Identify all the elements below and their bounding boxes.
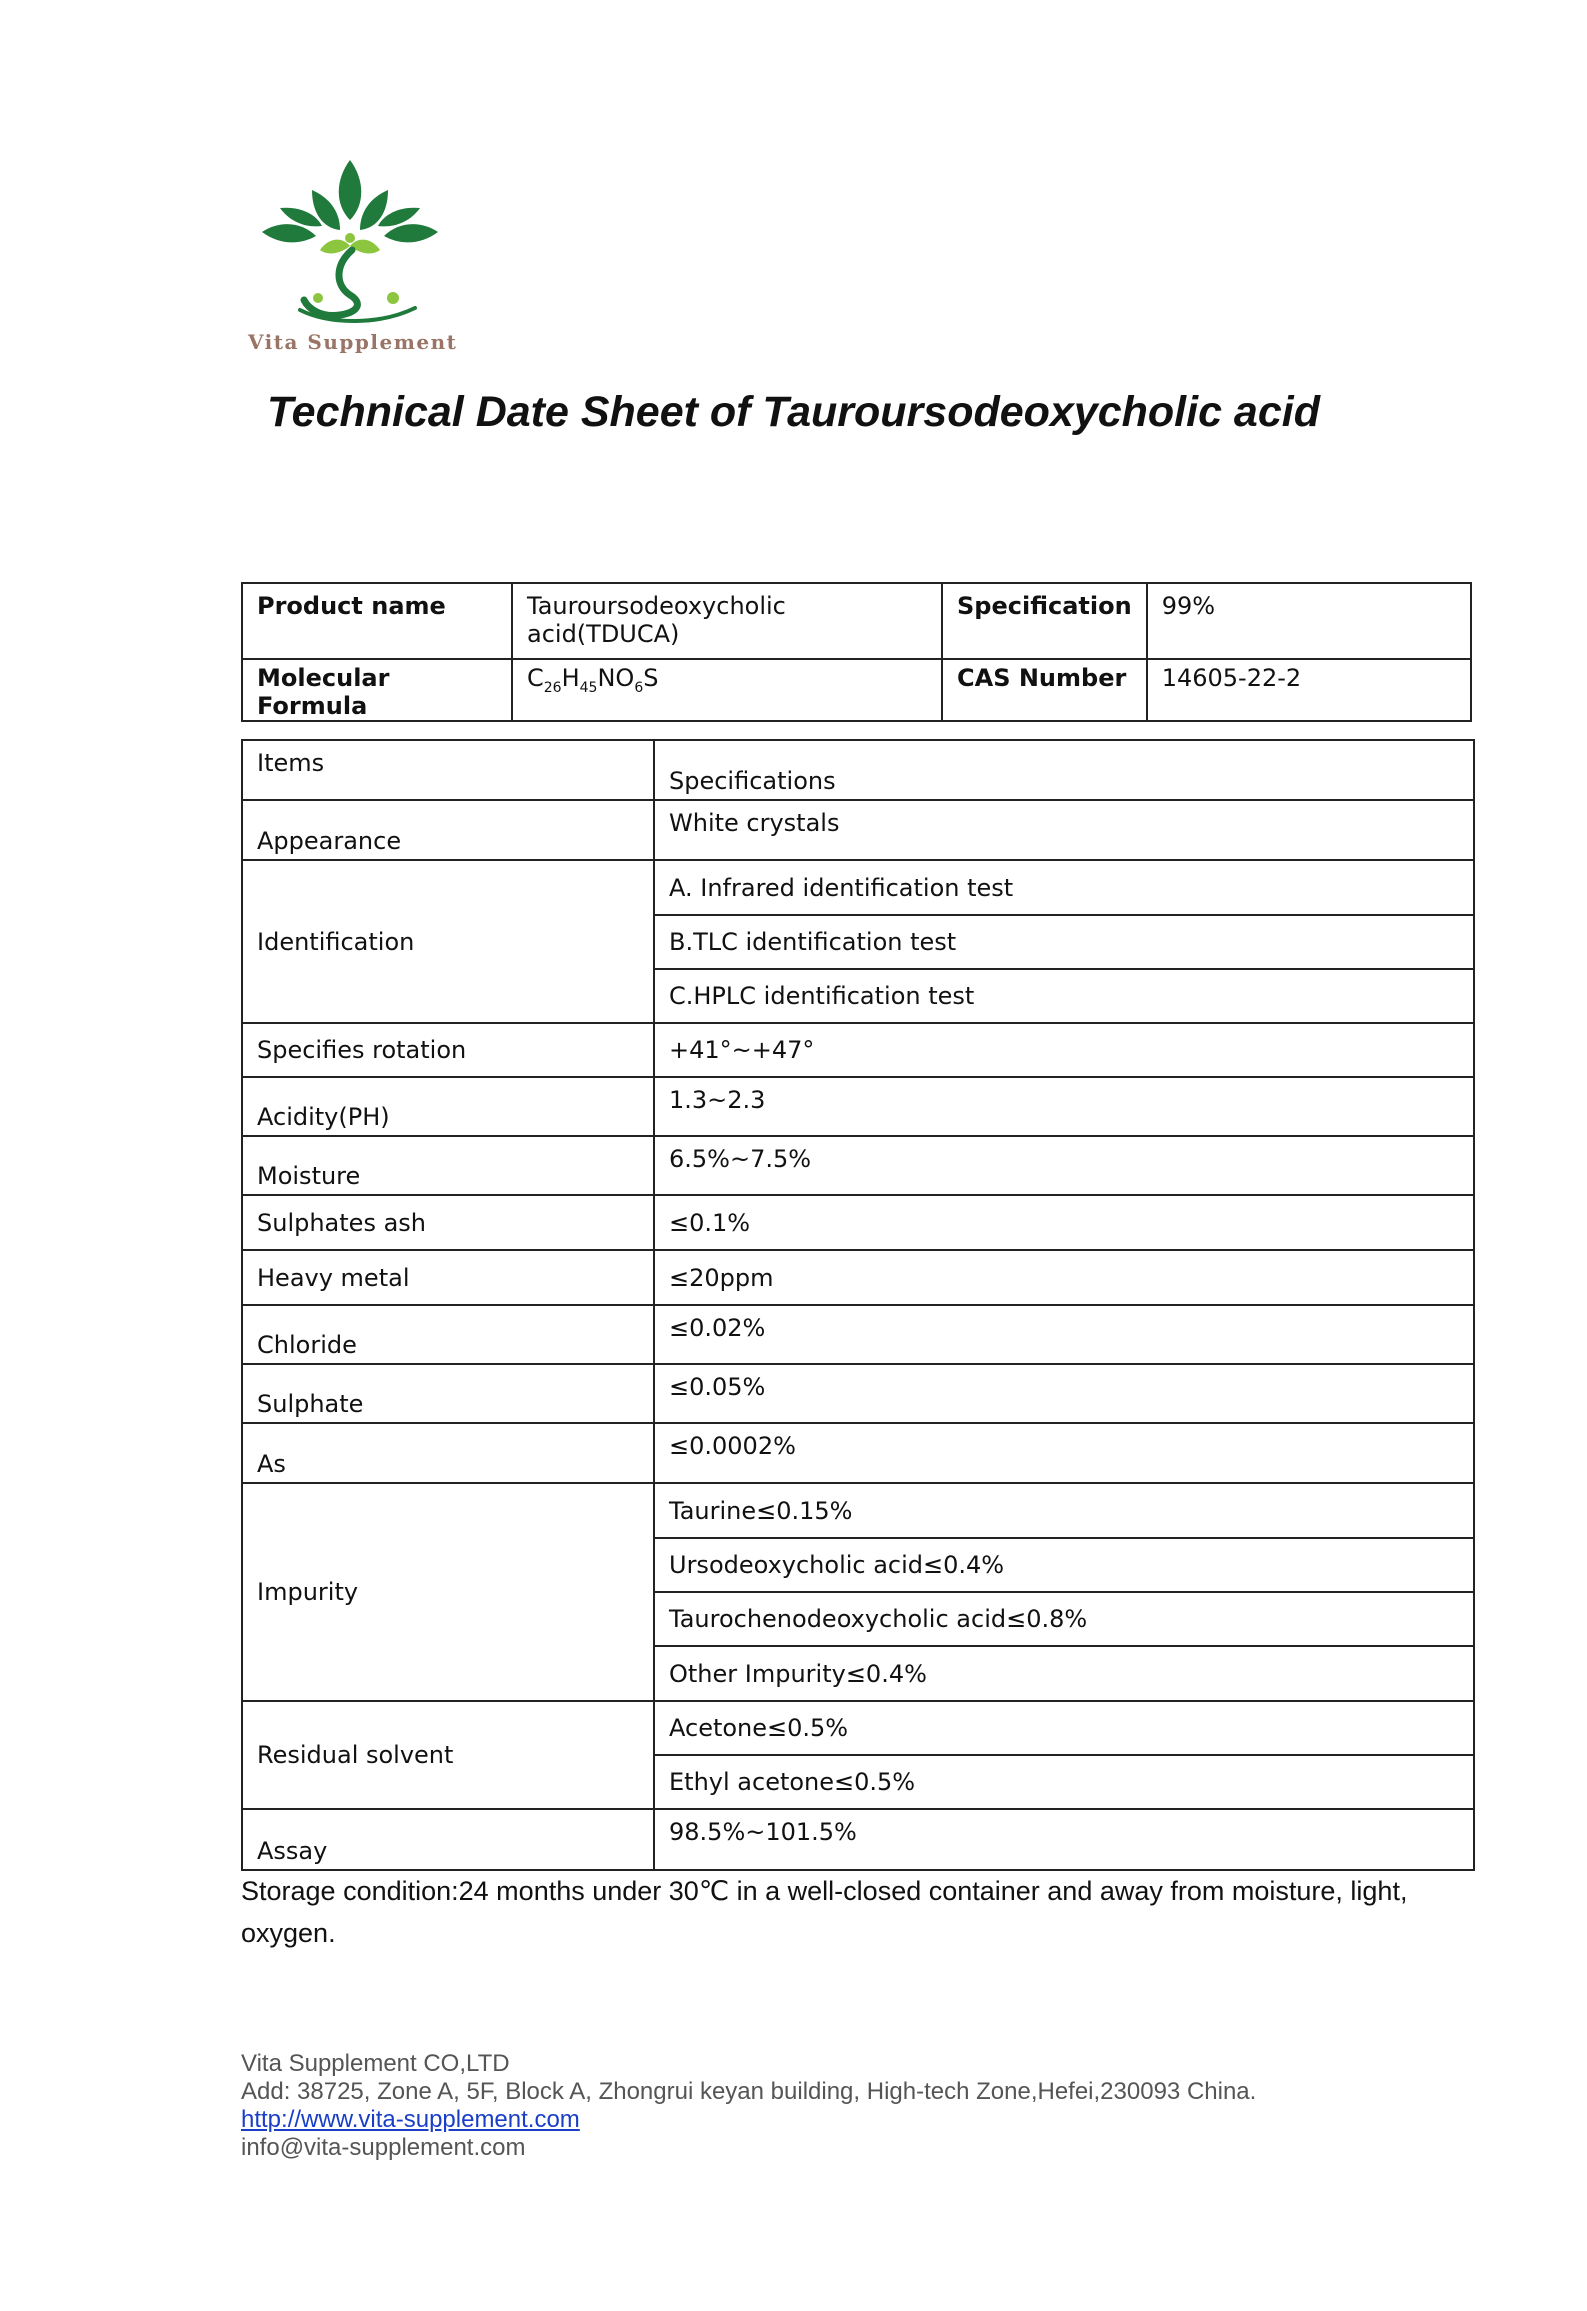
identification-label: Identification [242, 860, 654, 1023]
as-value: ≤0.0002% [654, 1423, 1474, 1483]
residual-solvent-value: Ethyl acetone≤0.5% [654, 1755, 1474, 1809]
identification-value: A. Infrared identification test [654, 860, 1474, 915]
impurity-value: Taurochenodeoxycholic acid≤0.8% [654, 1592, 1474, 1646]
moisture-label: Moisture [242, 1136, 654, 1195]
table-row [242, 1195, 1474, 1250]
company-address: Add: 38725, Zone A, 5F, Block A, Zhongrui keyan building, High-tech Zone,Hefei,230093 China. [241, 2078, 1257, 2105]
table-row [242, 1077, 1474, 1136]
logo-text: Vita Supplement [248, 330, 458, 354]
footer [241, 2050, 1256, 2162]
cas-label: CAS Number [942, 659, 1147, 721]
identification-value: B.TLC identification test [654, 915, 1474, 969]
appearance-value: White crystals [654, 800, 1474, 860]
impurity-value: Other Impurity≤0.4% [654, 1646, 1474, 1701]
product-info-table [241, 582, 1472, 722]
table-row [242, 800, 1474, 860]
heavy-metal-value: ≤20ppm [654, 1250, 1474, 1305]
acidity-label: Acidity(PH) [242, 1077, 654, 1136]
chloride-value: ≤0.02% [654, 1305, 1474, 1364]
as-label: As [242, 1423, 654, 1483]
items-header: Items [242, 740, 654, 800]
specification-label: Specification [942, 583, 1147, 659]
product-name-value: Tauroursodeoxycholic acid(TDUCA) [512, 583, 942, 659]
table-row [242, 1701, 1474, 1755]
vita-supplement-logo [240, 150, 460, 360]
table-row [242, 1305, 1474, 1364]
specification-value: 99% [1147, 583, 1471, 659]
table-row [242, 1423, 1474, 1483]
table-row [242, 1809, 1474, 1870]
impurity-value: Taurine≤0.15% [654, 1483, 1474, 1538]
product-name-label: Product name [242, 583, 512, 659]
residual-solvent-label: Residual solvent [242, 1701, 654, 1809]
page-title: Technical Date Sheet of Tauroursodeoxycholic acid [267, 388, 1320, 436]
moisture-value: 6.5%~7.5% [654, 1136, 1474, 1195]
table-row [242, 583, 1471, 659]
formula-value: $C_{26}H_{45}NO_6S$ [512, 659, 942, 721]
residual-solvent-value: Acetone≤0.5% [654, 1701, 1474, 1755]
sulphate-label: Sulphate [242, 1364, 654, 1423]
table-row [242, 1136, 1474, 1195]
contact-email: info@vita-supplement.com [241, 2134, 526, 2161]
cas-value: 14605-22-2 [1147, 659, 1471, 721]
sulphate-value: ≤0.05% [654, 1364, 1474, 1423]
table-row [242, 1364, 1474, 1423]
table-header-row [242, 740, 1474, 800]
sulphates-ash-label: Sulphates ash [242, 1195, 654, 1250]
website-link[interactable]: http://www.vita-supplement.com [241, 2106, 580, 2133]
sulphates-ash-value: ≤0.1% [654, 1195, 1474, 1250]
table-row [242, 860, 1474, 915]
rotation-value: +41°~+47° [654, 1023, 1474, 1077]
specifications-header: Specifications [654, 740, 1474, 800]
formula-label: Molecular Formula [242, 659, 512, 721]
table-row [242, 1250, 1474, 1305]
impurity-value: Ursodeoxycholic acid≤0.4% [654, 1538, 1474, 1592]
acidity-value: 1.3~2.3 [654, 1077, 1474, 1136]
table-row [242, 659, 1471, 721]
table-row [242, 1023, 1474, 1077]
storage-condition: Storage condition:24 months under 30℃ in a well-closed container and away from moisture, light, oxygen. [241, 1876, 1408, 1948]
identification-value: C.HPLC identification test [654, 969, 1474, 1023]
chloride-label: Chloride [242, 1305, 654, 1364]
impurity-label: Impurity [242, 1483, 654, 1701]
heavy-metal-label: Heavy metal [242, 1250, 654, 1305]
specification-table [241, 739, 1475, 1871]
company-name: Vita Supplement CO,LTD [241, 2050, 510, 2077]
table-row [242, 1483, 1474, 1538]
appearance-label: Appearance [242, 800, 654, 860]
assay-label: Assay [242, 1809, 654, 1870]
rotation-label: Specifies rotation [242, 1023, 654, 1077]
assay-value: 98.5%~101.5% [654, 1809, 1474, 1870]
